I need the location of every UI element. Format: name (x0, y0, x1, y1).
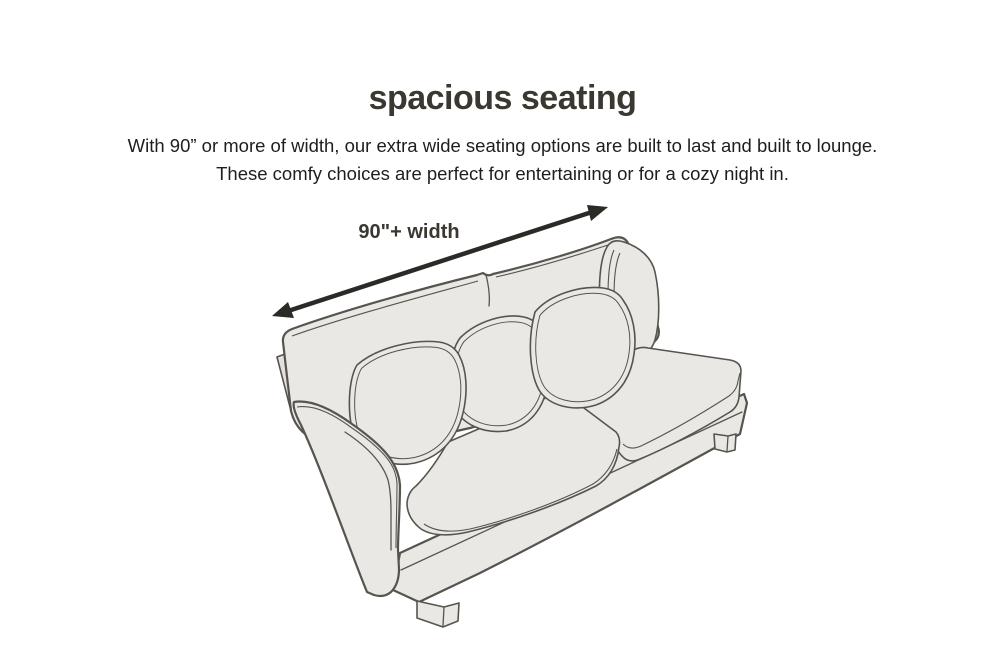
arrow-head-left (272, 302, 294, 318)
sofa-front-leg (417, 601, 459, 627)
description-line-2: These comfy choices are perfect for entertaining or for a cozy night in. (216, 162, 789, 184)
sofa-right-leg (714, 434, 736, 452)
sofa-diagram (230, 190, 790, 671)
page-description (0, 132, 1005, 188)
description-line-1: With 90” or more of width, our extra wide seating options are built to last and built to lounge. (127, 134, 878, 156)
width-dimension-label: 90"+ width (358, 221, 460, 243)
page-title: spacious seating (368, 78, 637, 117)
sofa-pillow-mid-right (530, 287, 635, 407)
arrow-head-right (587, 205, 608, 221)
sofa-illustration (277, 237, 747, 627)
